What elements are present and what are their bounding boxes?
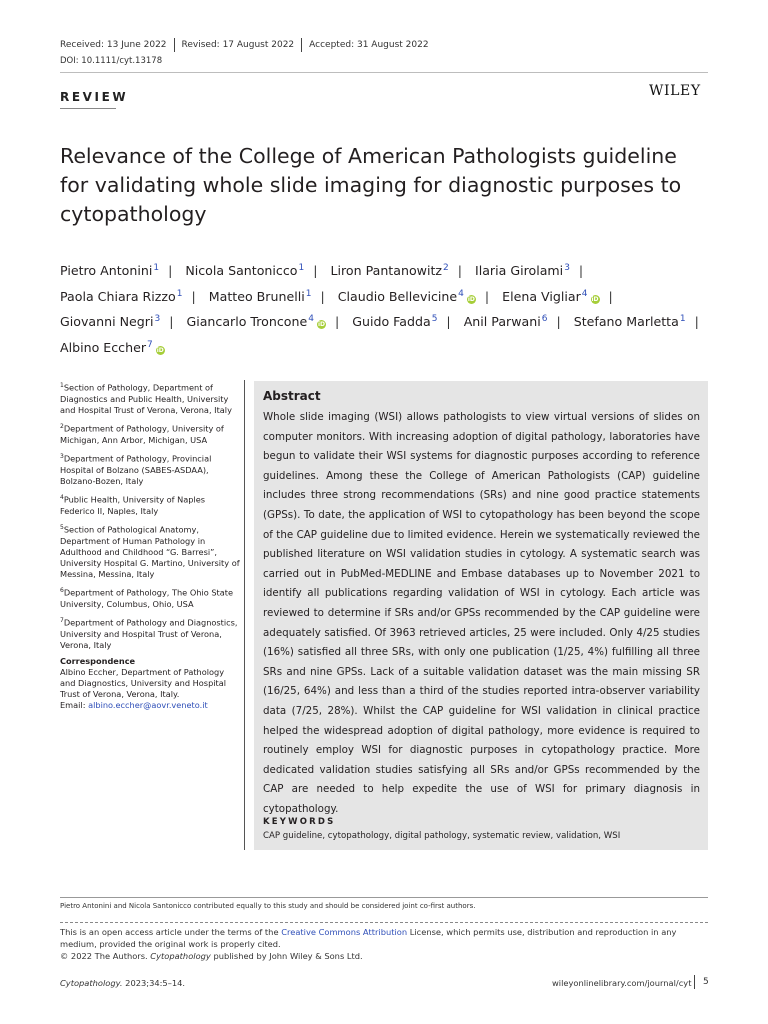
author-name: Albino Eccher xyxy=(60,339,147,355)
copyright-journal: Cytopathology xyxy=(150,951,211,962)
author-separator: | xyxy=(578,263,584,278)
affiliation xyxy=(60,492,240,517)
affiliations xyxy=(60,380,240,711)
author xyxy=(330,263,448,278)
author-affiliation-mark: 4 xyxy=(581,288,588,299)
author xyxy=(574,314,686,329)
license-link[interactable]: Creative Commons Attribution xyxy=(281,927,408,937)
author-separator: | xyxy=(446,314,451,329)
orcid-icon[interactable]: iD xyxy=(591,295,599,303)
author-affiliation-mark: 1 xyxy=(305,288,312,299)
orcid-icon[interactable]: iD xyxy=(156,346,164,354)
section-label: REVIEW xyxy=(60,90,129,104)
author-affiliation-mark: 2 xyxy=(443,263,449,273)
abstract-text: Whole slide imaging (WSI) allows pathologists to view virtual versions of slides on computer monitors. With increasing adoption of digital pathology, laboratories have begun to validate their WSI systems for diagnostic purposes according to reference guidelines. Among these the College of American Pathologists (CAP) guideline includes three strong recommendations (SRs) and nine good practice statements (GPSs). To date, the application of WSI to cytopathology has been beyond the scope of the CAP guideline due to limited evidence. Herein we systematically reviewed the published literature on WSI validation studies in cytology. A systematic search was carried out in PubMed-MEDLINE and Embase databases up to November 2021 to identify all publications regarding validation of WSI in cytology. Each article was reviewed to determine if SRs and/or GPSs recommended by the CAP guideline were adequately satisfied. Of 3963 retrieved articles, 25 were included. Only 4/25 studies (16%) satisfied all three SRs, with only one publication (1/25, 4%) fulfilling all three SRs and nine GPSs. Lack of a suitable validation dataset was the main missing SR (16/25, 64%) and less than a third of the studies reported intra-observer variability data (7/25, 28%). Whilst the CAP guideline for WSI validation in clinical practice helped the widespread adoption of digital pathology, more evidence is required to routinely employ WSI for diagnostic purposes in cytopathology practice. More dedicated validation studies satisfying all SRs and/or GPSs recommended by the CAP are needed to help expedite the use of WSI for primary diagnosis in cytopathology. xyxy=(263,411,700,815)
divider xyxy=(174,38,175,52)
header-rule xyxy=(60,72,708,73)
affiliation xyxy=(60,451,240,487)
affiliation xyxy=(60,585,240,610)
page-divider xyxy=(694,975,695,989)
affiliation-text: Department of Pathology and Diagnostics, University and Hospital Trust of Verona, Verona, Italy xyxy=(60,617,238,650)
received-date: Received: 13 June 2022 xyxy=(60,40,167,50)
author-affiliation-mark: 3 xyxy=(154,314,161,324)
author xyxy=(338,289,476,304)
author-name: Liron Pantanowitz xyxy=(330,263,442,278)
author-separator: | xyxy=(320,288,325,304)
author-affiliation-mark: 1 xyxy=(176,288,183,299)
affiliation xyxy=(60,380,240,416)
journal-name: Cytopathology. xyxy=(60,978,123,988)
accepted-date: Accepted: 31 August 2022 xyxy=(309,40,429,50)
license-text-post: License, which permits use, distribution and reproduction in any medium, provided the original work is properly cited. xyxy=(60,927,677,950)
author-affiliation-mark: 1 xyxy=(679,314,686,324)
revised-date: Revised: 17 August 2022 xyxy=(181,40,295,50)
author-affiliation-mark: 4 xyxy=(308,314,314,324)
author xyxy=(209,289,312,304)
author-name: Stefano Marletta xyxy=(573,314,679,329)
author xyxy=(60,263,159,278)
author-affiliation-mark: 4 xyxy=(458,288,464,299)
author-affiliation-mark: 1 xyxy=(153,263,160,273)
author-separator: | xyxy=(168,263,173,278)
license-note xyxy=(60,926,708,963)
author-name: Anil Parwani xyxy=(463,314,541,329)
affiliation-number: 5 xyxy=(60,523,64,531)
author-name: Claudio Bellevicine xyxy=(337,288,458,304)
author xyxy=(60,314,160,329)
author-name: Giancarlo Troncone xyxy=(186,314,308,329)
author-separator: | xyxy=(334,314,340,329)
article-title: Relevance of the College of American Pathologists guideline for validating whole slide imaging for diagnostic purposes to cytopathology xyxy=(60,144,682,226)
affiliation xyxy=(60,522,240,580)
affiliation-text: Department of Pathology, The Ohio State University, Columbus, Ohio, USA xyxy=(60,587,234,609)
author-affiliation-mark: 1 xyxy=(298,263,305,273)
author xyxy=(186,314,326,329)
affiliation-text: Section of Pathological Anatomy, Department of Human Pathology in Adulthood and Childhood “G. Barresi”, University Hospital G. Martino, University of Messina, Messina, Italy xyxy=(60,524,240,579)
affiliation-number: 1 xyxy=(60,382,64,389)
doi[interactable]: DOI: 10.1111/cyt.13178 xyxy=(60,56,163,66)
email-label: Email: xyxy=(60,700,86,711)
author-name: Elena Vigliar xyxy=(502,288,581,304)
author-name: Guido Fadda xyxy=(352,314,431,329)
footnote-rule xyxy=(60,897,708,898)
orcid-icon[interactable]: iD xyxy=(317,321,325,328)
affiliation-number: 7 xyxy=(60,617,64,624)
affiliation xyxy=(60,615,240,651)
author xyxy=(475,263,570,278)
correspondence-heading: Correspondence xyxy=(60,656,136,667)
affiliation-text: Section of Pathology, Department of Diagnostics and Public Health, University and Hospital Trust of Verona, Verona, Italy xyxy=(60,382,232,415)
affiliation-text: Department of Pathology, Provincial Hospital of Bolzano (SABES-ASDAA), Bolzano-Bozen, Italy xyxy=(60,453,212,486)
author-list xyxy=(60,257,710,359)
author-separator: | xyxy=(169,314,174,329)
author-name: Paola Chiara Rizzo xyxy=(60,288,176,304)
journal-ref: 2023;34:5–14. xyxy=(122,978,186,988)
section-underline xyxy=(60,108,116,109)
copyright-post: published by John Wiley & Sons Ltd. xyxy=(210,951,363,962)
journal-citation xyxy=(60,978,185,988)
author xyxy=(352,314,437,329)
affiliation-number: 2 xyxy=(60,423,64,431)
author-name: Matteo Brunelli xyxy=(208,288,305,304)
copyright-pre: © 2022 The Authors. xyxy=(60,951,151,962)
author-name: Pietro Antonini xyxy=(60,263,153,278)
affiliation-number: 6 xyxy=(60,587,64,595)
keywords-heading: KEYWORDS xyxy=(263,817,336,827)
affiliation xyxy=(60,421,240,446)
author xyxy=(60,340,165,355)
author-affiliation-mark: 5 xyxy=(431,314,438,324)
author-affiliation-mark: 7 xyxy=(147,339,153,350)
article-dates xyxy=(60,38,429,52)
affiliation-number: 3 xyxy=(60,452,64,460)
page-number: 5 xyxy=(703,977,709,987)
affiliation-text: Department of Pathology, University of Michigan, Ann Arbor, Michigan, USA xyxy=(60,423,224,445)
author xyxy=(185,263,304,278)
author-name: Ilaria Girolami xyxy=(475,263,564,278)
keywords: CAP guideline, cytopathology, digital pathology, systematic review, validation, WSI xyxy=(263,831,621,841)
equal-contribution-note: Pietro Antonini and Nicola Santonicco contributed equally to this study and should be considered joint co-first authors. xyxy=(60,902,476,910)
affiliation-number: 4 xyxy=(60,493,64,501)
author xyxy=(464,314,548,329)
correspondence-email xyxy=(60,700,240,711)
footnote-dotted-rule xyxy=(60,922,708,923)
email-link[interactable]: albino.eccher@aovr.veneto.it xyxy=(88,700,208,711)
author-affiliation-mark: 6 xyxy=(541,314,548,324)
author-affiliation-mark: 3 xyxy=(564,263,570,273)
author-separator: | xyxy=(191,288,196,304)
author-separator: | xyxy=(313,263,318,278)
affiliation-text: Public Health, University of Naples Federico II, Naples, Italy xyxy=(60,494,206,516)
author-separator: | xyxy=(484,288,490,304)
author-separator: | xyxy=(457,263,462,278)
author-separator: | xyxy=(556,314,561,329)
column-divider xyxy=(244,380,245,850)
license-text-pre: This is an open access article under the terms of the xyxy=(60,927,282,937)
divider xyxy=(301,38,302,52)
publisher-logo: WILEY xyxy=(649,83,701,99)
abstract-heading: Abstract xyxy=(263,389,321,403)
author-separator: | xyxy=(608,288,613,304)
author xyxy=(502,289,599,304)
author-separator: | xyxy=(694,314,699,329)
correspondence-text: Albino Eccher, Department of Pathology and Diagnostics, University and Hospital Trust of Verona, Verona, Italy. xyxy=(60,667,227,700)
journal-website[interactable]: wileyonlinelibrary.com/journal/cyt xyxy=(552,978,692,988)
author-name: Nicola Santonicco xyxy=(185,263,298,278)
author-name: Giovanni Negri xyxy=(60,314,154,329)
author xyxy=(60,289,182,304)
orcid-icon[interactable]: iD xyxy=(467,295,475,303)
